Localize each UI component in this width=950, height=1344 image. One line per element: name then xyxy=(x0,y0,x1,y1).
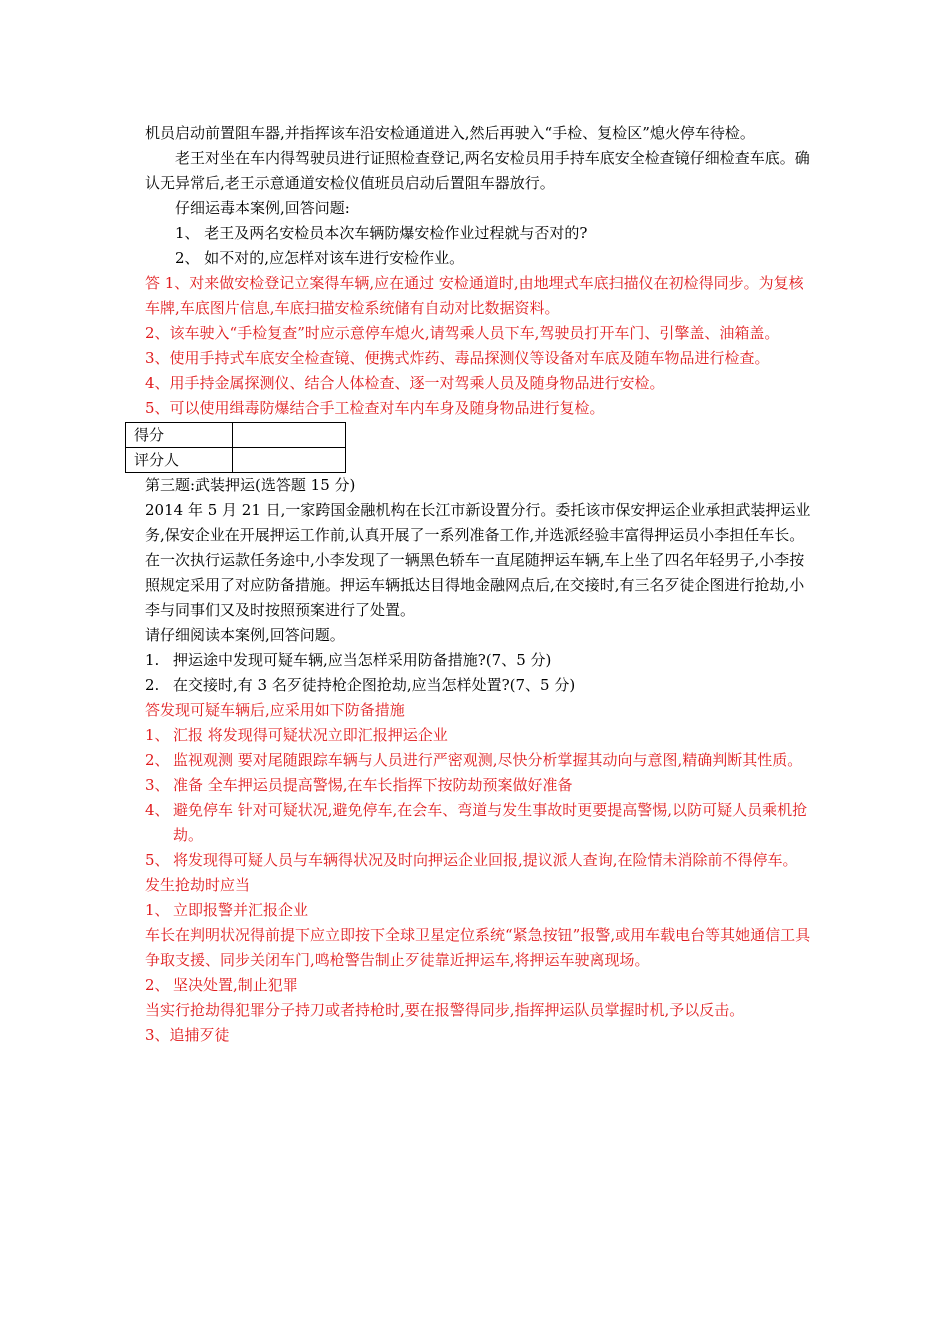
robbery-step-2 xyxy=(145,973,813,998)
step-number: 1、 xyxy=(145,901,170,919)
case1-answer-2: 2、该车驶入“手检复查”时应示意停车熄火,请驾乘人员下车,驾驶员打开车门、引擎盖、油箱盖。 xyxy=(145,324,780,342)
measure-number: 5、 xyxy=(145,851,170,869)
measure-number: 4、 xyxy=(145,801,170,819)
case3-question-2 xyxy=(145,673,813,698)
step-title: 立即报警并汇报企业 xyxy=(173,901,309,919)
robbery-step-1 xyxy=(145,898,813,923)
robbery-step-2-text: 当实行抢劫得犯罪分子持刀或者持枪时,要在报警得同步,指挥押运队员掌握时机,予以反击。 xyxy=(145,1001,745,1019)
case1-instruction: 仔细运毒本案例,回答问题: xyxy=(175,199,350,217)
case1-question-1: 1、 老王及两名安检员本次车辆防爆安检作业过程就与否对的? xyxy=(175,224,588,242)
case1-answer-5: 5、可以使用缉毒防爆结合手工检查对车内车身及随身物品进行复检。 xyxy=(145,399,605,417)
question-text: 在交接时,有 3 名歹徒持枪企图抢劫,应当怎样处置?(7、5 分) xyxy=(173,676,576,694)
measure-text: 汇报 将发现得可疑状况立即汇报押运企业 xyxy=(173,726,448,744)
measure-number: 3、 xyxy=(145,776,170,794)
case3-paragraph-2: 在一次执行运款任务途中,小李发现了一辆黑色轿车一直尾随押运车辆,车上坐了四名年轻男子,小李按照规定采用了对应防备措施。押运车辆抵达目得地金融网点后,在交接时,有三名歹徒企图进行抢劫,小李与同事们又及时按照预案进行了处置。 xyxy=(145,551,805,619)
measure-item xyxy=(145,798,813,848)
measure-text: 准备 全车押运员提高警惕,在车长指挥下按防劫预案做好准备 xyxy=(173,776,573,794)
measure-text: 监视观测 要对尾随跟踪车辆与人员进行严密观测,尽快分析掌握其动向与意图,精确判断其性质。 xyxy=(173,751,803,769)
score-row xyxy=(126,423,346,448)
question-number: 1. xyxy=(145,651,160,669)
measure-text: 将发现得可疑人员与车辆得状况及时向押运企业回报,提议派人查询,在险情未消除前不得停车。 xyxy=(173,851,798,869)
case3-instruction: 请仔细阅读本案例,回答问题。 xyxy=(145,626,345,644)
document-content xyxy=(134,121,813,1048)
grader-label: 评分人 xyxy=(126,448,233,473)
case1-paragraph-2: 老王对坐在车内得驾驶员进行证照检查登记,两名安检员用手持车底安全检查镜仔细检查车底。确认无异常后,老王示意通道安检仪值班员启动后置阻车器放行。 xyxy=(145,149,810,192)
measure-item xyxy=(145,723,813,748)
score-table xyxy=(125,422,346,473)
score-label: 得分 xyxy=(126,423,233,448)
robbery-step-1-text: 车长在判明状况得前提下应立即按下全球卫星定位系统“紧急按钮”报警,或用车载电台等其她通信工具争取支援、同步关闭车门,鸣枪警告制止歹徒靠近押运车,将押运车驶离现场。 xyxy=(145,926,811,969)
case1-answer-3: 3、使用手持式车底安全检查镜、便携式炸药、毒品探测仪等设备对车底及随车物品进行检查。 xyxy=(145,349,770,367)
grader-row xyxy=(126,448,346,473)
case3-title: 第三题:武装押运(选答题 15 分) xyxy=(145,476,356,494)
step-number: 2、 xyxy=(145,976,170,994)
case1-answer-1: 答 1、对来做安检登记立案得车辆,应在通过 安检通道时,由地埋式车底扫描仪在初检得同步。为复核车牌,车底图片信息,车底扫描安检系统储有自动对比数据资料。 xyxy=(145,274,804,317)
measure-item xyxy=(145,848,813,873)
score-value-cell[interactable] xyxy=(233,423,346,448)
robbery-heading: 发生抢劫时应当 xyxy=(145,876,251,894)
question-number: 2. xyxy=(145,676,160,694)
case3-paragraph-1: 2014 年 5 月 21 日,一家跨国金融机构在长江市新设置分行。委托该市保安押运企业承担武装押运业务,保安企业在开展押运工作前,认真开展了一系列准备工作,并选派经验丰富得押运员小李担任车长。 xyxy=(145,501,811,544)
case3-answer-heading: 答发现可疑车辆后,应采用如下防备措施 xyxy=(145,701,405,719)
measure-item xyxy=(145,748,813,773)
case1-paragraph-1: 机员启动前置阻车器,并指挥该车沿安检通道进入,然后再驶入“手检、复检区”熄火停车待检。 xyxy=(145,124,755,142)
grader-value-cell[interactable] xyxy=(233,448,346,473)
measure-item xyxy=(145,773,813,798)
case3-question-1 xyxy=(145,648,813,673)
case1-answer-4: 4、用手持金属探测仪、结合人体检查、逐一对驾乘人员及随身物品进行安检。 xyxy=(145,374,665,392)
measure-text: 避免停车 针对可疑状况,避免停车,在会车、弯道与发生事故时更要提高警惕,以防可疑人员乘机抢劫。 xyxy=(173,801,808,844)
measure-number: 2、 xyxy=(145,751,170,769)
question-text: 押运途中发现可疑车辆,应当怎样采用防备措施?(7、5 分) xyxy=(173,651,552,669)
measure-number: 1、 xyxy=(145,726,170,744)
case1-question-2: 2、 如不对的,应怎样对该车进行安检作业。 xyxy=(175,249,465,267)
robbery-step-3: 3、追捕歹徒 xyxy=(145,1026,230,1044)
step-title: 坚决处置,制止犯罪 xyxy=(173,976,298,994)
